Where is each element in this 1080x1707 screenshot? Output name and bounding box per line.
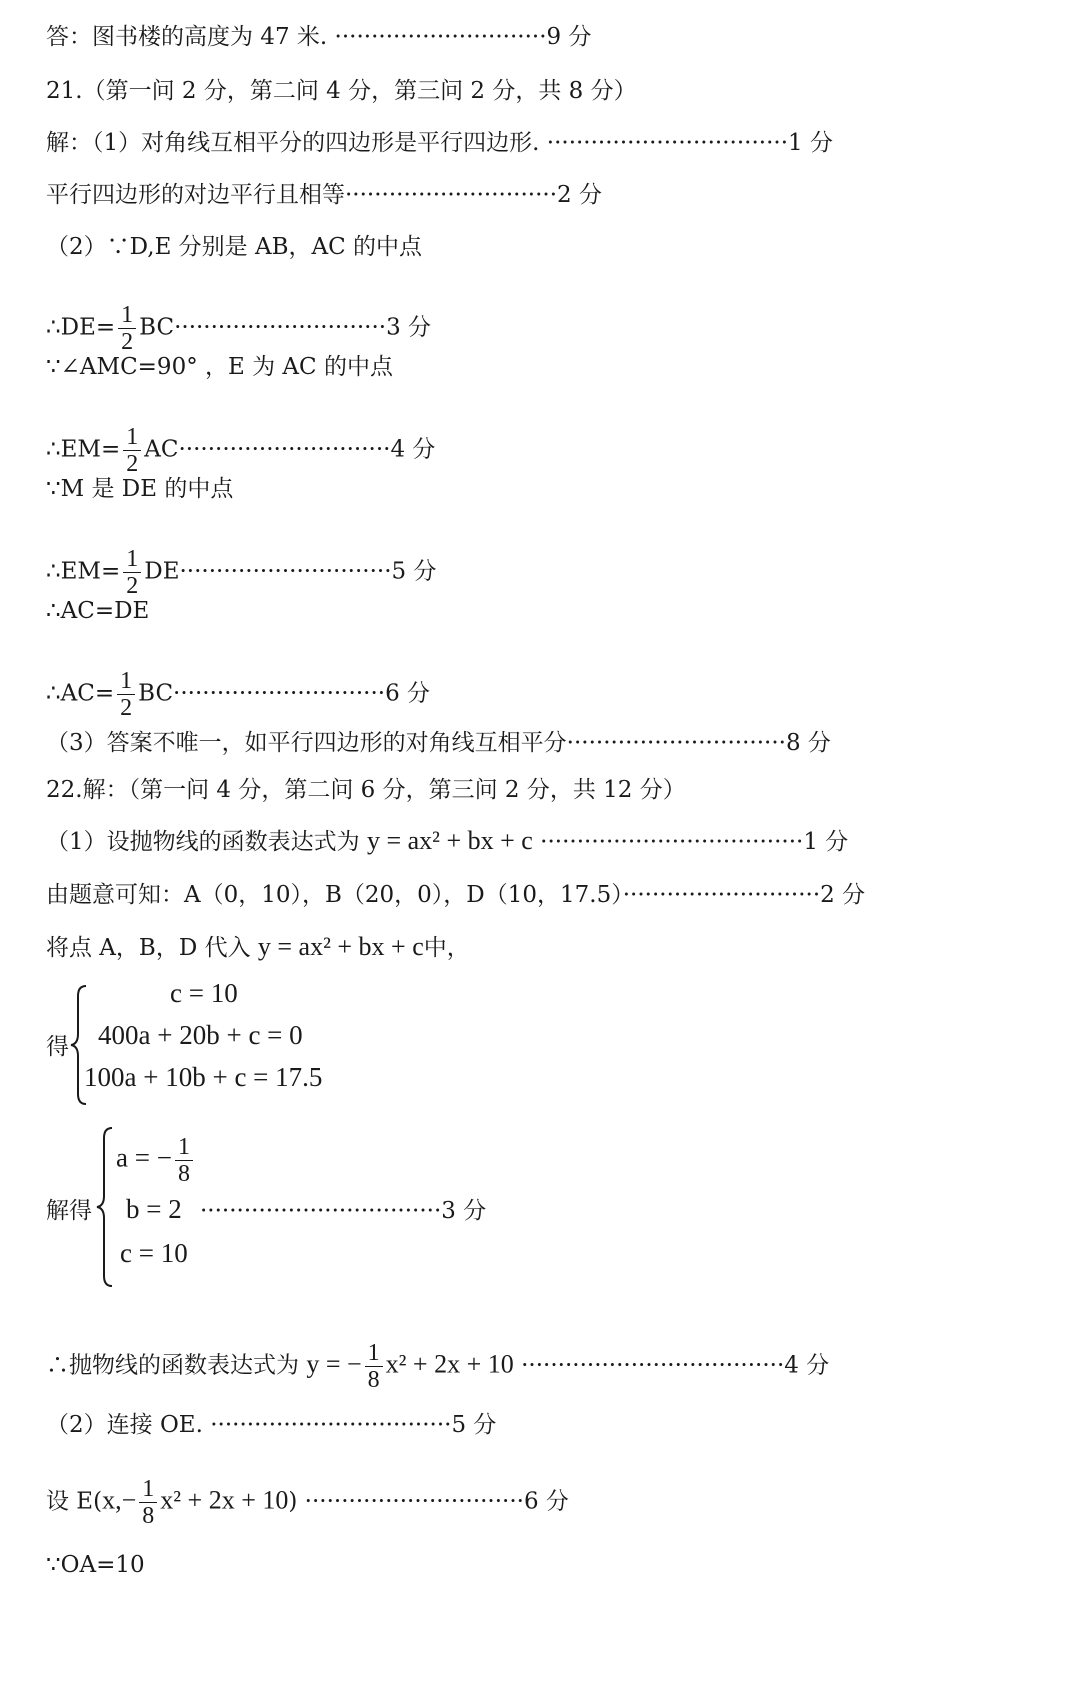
system2-eq3: c = 10 <box>120 1238 188 1268</box>
q22-heading: 22.解：（第一问 4 分，第二问 6 分，第三问 2 分，共 12 分） <box>46 777 686 803</box>
system2-eq2: b = 2 <box>126 1194 182 1224</box>
fraction-one-half <box>117 668 135 721</box>
system2-label: 解得 <box>46 1198 92 1224</box>
left-brace-icon <box>94 1124 116 1290</box>
fraction-one-eighth <box>139 1476 157 1529</box>
system1-eq2: 400a + 20b + c = 0 <box>98 1020 303 1050</box>
eq-a-lhs: a = − <box>116 1142 172 1173</box>
line-prefix: 将点 A，B，D 代入 <box>46 935 251 961</box>
fraction-denominator: 2 <box>121 329 134 355</box>
q22-points: 由题意可知：A（0，10），B（20，0），D（10，17.5）···························2 分 <box>46 882 866 908</box>
result-lhs: y = − <box>306 1349 362 1379</box>
fraction-denominator: 2 <box>126 451 139 477</box>
q22-result <box>46 1340 829 1393</box>
line-prefix: 设 E( <box>46 1488 103 1515</box>
e-coord-y: x² + 2x + 10 <box>160 1485 289 1515</box>
q21-em-half-de <box>46 546 436 599</box>
fraction-numerator: 1 <box>139 1476 157 1503</box>
line-suffix: 中， <box>423 935 470 961</box>
fraction-one-half <box>123 424 141 477</box>
line-suffix: ) ······························6 分 <box>288 1488 569 1515</box>
system1-label: 得 <box>46 1034 69 1060</box>
line-suffix: BC·····························3 分 <box>139 314 432 341</box>
fraction-numerator: 1 <box>175 1134 193 1161</box>
fraction-one-half <box>118 302 136 355</box>
fraction-numerator: 1 <box>123 546 141 573</box>
q21-part3: （3）答案不唯一，如平行四边形的对角线互相平分······························8 分 <box>46 730 831 756</box>
fraction-one-eighth <box>175 1134 193 1187</box>
line-suffix: AC·····························4 分 <box>144 436 436 463</box>
line-suffix: ····································1 分 <box>540 829 849 855</box>
parabola-formula: y = ax² + bx + c <box>257 932 424 961</box>
fraction-denominator: 8 <box>177 1161 190 1187</box>
fraction-denominator: 8 <box>142 1503 155 1529</box>
line-suffix: ····································4 分 <box>521 1352 830 1379</box>
q22-part2-connect: （2）连接 OE. ·································5 分 <box>46 1412 497 1438</box>
q21-de-half-bc <box>46 302 431 355</box>
q21-ac-half-bc <box>46 668 430 721</box>
line-prefix: ∴AC= <box>46 680 115 707</box>
line-prefix: ∴DE= <box>46 314 116 341</box>
answer-height-line: 答：图书楼的高度为 47 米. ·····························9 分 <box>46 24 592 50</box>
q21-heading: 21.（第一问 2 分，第二问 4 分，第三问 2 分，共 8 分） <box>46 78 637 104</box>
q21-part1-line1: 解：（1）对角线互相平分的四边形是平行四边形. ·································1 分 <box>46 130 833 156</box>
line-prefix: （1）设抛物线的函数表达式为 <box>46 829 360 855</box>
fraction-denominator: 8 <box>367 1367 380 1393</box>
q22-set-e <box>46 1476 569 1529</box>
q22-part1-setup <box>46 826 848 857</box>
system1-eq3: 100a + 10b + c = 17.5 <box>84 1062 323 1092</box>
line-suffix: BC·····························6 分 <box>138 680 431 707</box>
fraction-numerator: 1 <box>365 1340 383 1367</box>
fraction-one-eighth <box>365 1340 383 1393</box>
fraction-denominator: 2 <box>126 573 139 599</box>
system1-eq1: c = 10 <box>170 978 238 1008</box>
line-suffix: DE·····························5 分 <box>144 558 437 585</box>
line-prefix: ∴EM= <box>46 558 121 585</box>
system2-score: ·································3 分 <box>200 1198 487 1224</box>
fraction-one-half <box>123 546 141 599</box>
q21-m-midpoint: ∵M 是 DE 的中点 <box>46 476 234 502</box>
q22-oa-10: ∵OA=10 <box>46 1552 145 1578</box>
q21-ac-eq-de: ∴AC=DE <box>46 598 150 624</box>
fraction-numerator: 1 <box>117 668 135 695</box>
q21-angle-amc: ∵∠AMC=90° ，E 为 AC 的中点 <box>46 354 393 380</box>
q21-em-half-ac <box>46 424 435 477</box>
fraction-numerator: 1 <box>118 302 136 329</box>
line-prefix: ∴EM= <box>46 436 121 463</box>
fraction-denominator: 2 <box>120 695 133 721</box>
line-prefix: ∴抛物线的函数表达式为 <box>46 1352 299 1379</box>
q21-part1-line2: 平行四边形的对边平行且相等·····························2 分 <box>46 182 602 208</box>
fraction-numerator: 1 <box>123 424 141 451</box>
parabola-formula: y = ax² + bx + c <box>366 826 533 855</box>
system2-eq1 <box>116 1134 196 1187</box>
result-rhs: x² + 2x + 10 <box>385 1349 514 1379</box>
q22-substitute <box>46 932 470 963</box>
q21-part2-line1: （2）∵D,E 分别是 AB，AC 的中点 <box>46 234 423 260</box>
e-coord-x: x,− <box>102 1485 137 1515</box>
